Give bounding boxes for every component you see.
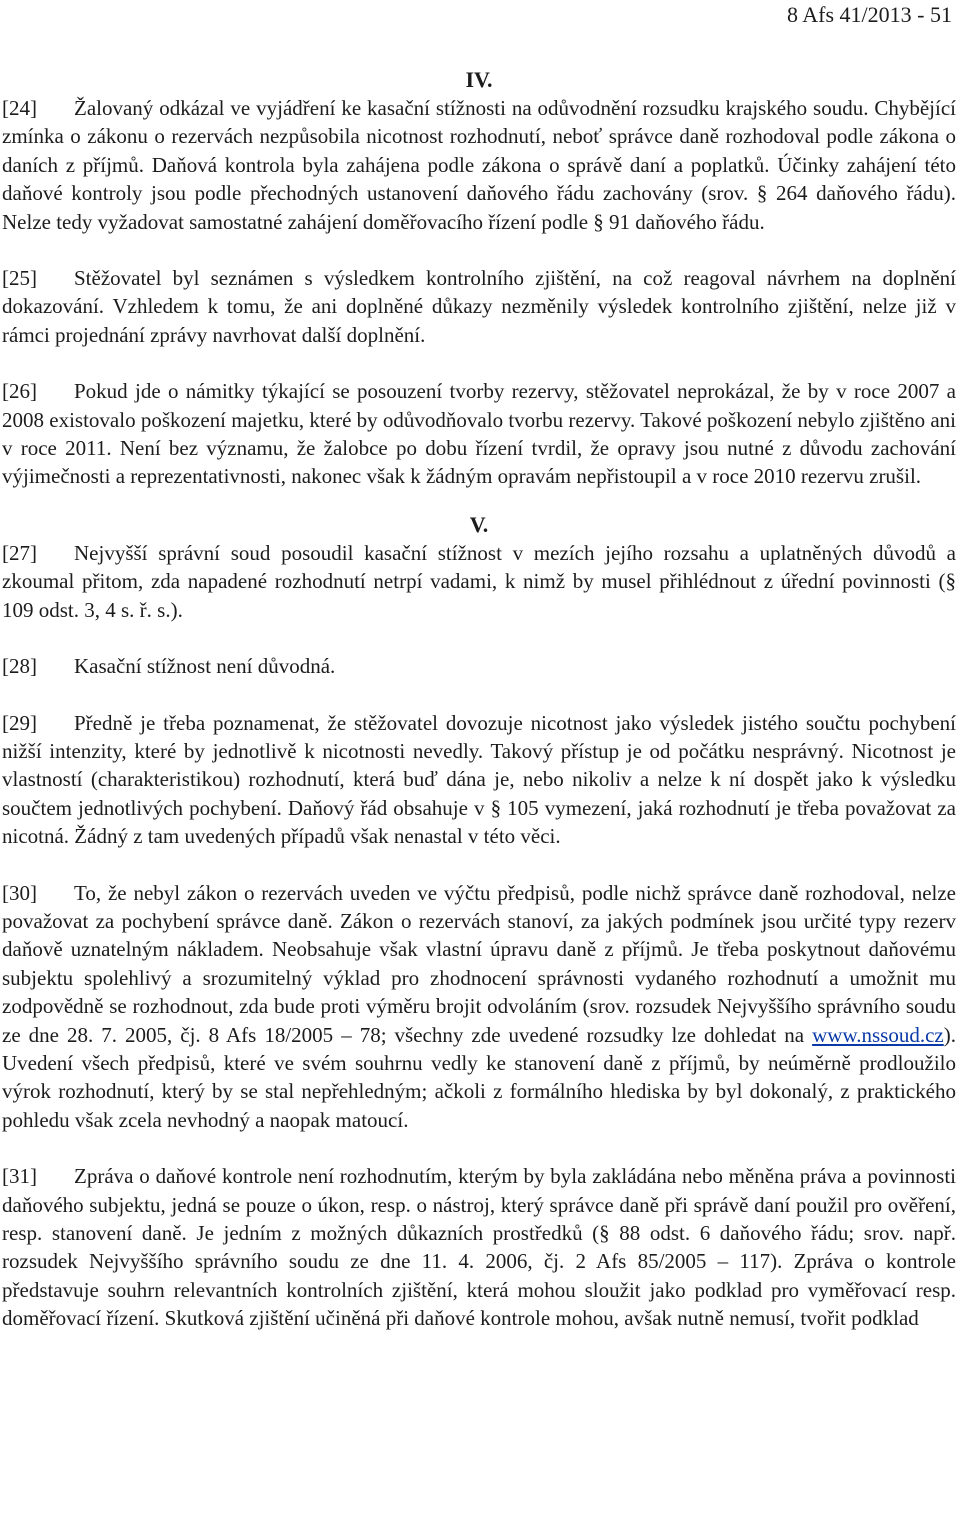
paragraph-number: [29] bbox=[2, 710, 37, 735]
paragraph-28 bbox=[2, 652, 956, 680]
paragraph-text: Kasační stížnost není důvodná. bbox=[74, 654, 336, 679]
paragraph-31 bbox=[2, 1162, 956, 1332]
paragraph-26 bbox=[2, 377, 956, 491]
paragraph-25 bbox=[2, 264, 956, 349]
paragraph-number: [27] bbox=[2, 540, 37, 565]
nssoud-link[interactable]: www.nssoud.cz bbox=[812, 1022, 944, 1047]
paragraph-24 bbox=[2, 94, 956, 236]
paragraph-text-after-link: ). Uvedení všech předpisů, které ve svém souhrnu vedly ke stanovení daně z příjmů, by neúměrně prodloužilo výrok rozhodnutí, který by se stal nepřehledným; ačkoli z formálního hlediska by byl dokonalý, z praktického pohledu však zcela nevhodný a naopak matoucí. bbox=[2, 1022, 956, 1132]
section-heading-iv: IV. bbox=[465, 67, 493, 92]
paragraph-number: [31] bbox=[2, 1164, 37, 1189]
paragraph-number: [24] bbox=[2, 96, 37, 120]
paragraph-number: [26] bbox=[2, 379, 37, 404]
paragraph-text: Zpráva o daňové kontrole není rozhodnutím, kterým by byla zakládána nebo měněna práva a povinnosti daňového subjektu, jedná se pouze o úkon, resp. o nástroj, který správce daně při správě daní použil pro ověření, resp. stanovení daně. Je jedním z možných důkazních prostředků (§ 88 odst. 6 daňového řádu; srov. např. rozsudek Nejvyššího správního soudu ze dne 11. 4. 2006, čj. 2 Afs 85/2005 – 117). Zpráva o kontrole představuje souhrn relevantních kontrolních zjištění, která mohou sloužit jako podklad pro vyměřovací resp. doměřovací řízení. Skutková zjištění učiněná při daňové kontrole mohou, avšak nutně nemusí, tvořit podklad bbox=[2, 1164, 956, 1331]
paragraph-text-before-link: To, že nebyl zákon o rezervách uveden ve výčtu předpisů, podle nichž správce daně rozhodoval, nelze považovat za pochybení správce daně. Zákon o rezervách stanoví, za jakých podmínek jsou určité typy rezerv daňově uznatelným nákladem. Neobsahuje však vlastní úpravu daně z příjmů. Je třeba poskytnout daňovému subjektu spolehlivý a srozumitelný výklad pro zhodnocení správnosti vydaného rozhodnutí a umožnit mu zodpovědně se rozhodnout, zda bude proti výměru brojit odvoláním (srov. rozsudek Nejvyššího správního soudu ze dne 28. 7. 2005, čj. 8 Afs 18/2005 – 78; všechny zde uvedené rozsudky lze dohledat na bbox=[2, 880, 956, 1047]
paragraph-number: [28] bbox=[2, 654, 37, 679]
paragraph-text: Předně je třeba poznamenat, že stěžovatel dovozuje nicotnost jako výsledek jistého součtu pochybení nižší intenzity, které by jednotlivě k nicotnosti nevedly. Takový přístup je od počátku nesprávný. Nicotnost je vlastností (charakteristikou) rozhodnutí, která buď dána je, nebo nikoliv a nelze k ní dospět jako k výsledku součtem jednotlivých pochybení. Daňový řád obsahuje v § 105 vymezení, jaká rozhodnutí je třeba považovat za nicotná. Žádný z tam uvedených případů však nenastal v této věci. bbox=[2, 710, 956, 849]
paragraph-number: [30] bbox=[2, 880, 37, 905]
paragraph-text: Pokud jde o námitky týkající se posouzení tvorby rezervy, stěžovatel neprokázal, že by v roce 2007 a 2008 existovalo poškození majetku, které by odůvodňovalo tvorbu rezervy. Takové poškození nebylo zjištěno ani v roce 2011. Není bez významu, že žalobce po dobu řízení tvrdil, že opravy jsou nutné z důvodu zachování výjimečnosti a reprezentativnosti, nakonec však k žádným opravám nepřistoupil a v roce 2010 rezervu zrušil. bbox=[2, 379, 956, 489]
paragraph-number: [25] bbox=[2, 266, 37, 291]
paragraph-text: Žalovaný odkázal ve vyjádření ke kasační stížnosti na odůvodnění rozsudku krajského soudu. Chybějící zmínka o zákonu o rezervách nezpůsobila nicotnost rozhodnutí, neboť správce daně rozhodoval podle zákona o daních z příjmů. Daňová kontrola byla zahájena podle zákona o správě daní a poplatků. Účinky zahájení této daňové kontroly jsou podle přechodných ustanovení daňového řádu zachovány (srov. § 264 daňového řádu). Nelze tedy vyžadovat samostatné zahájení doměřovacího řízení podle § 91 daňového řádu. bbox=[2, 96, 956, 234]
paragraph-text: Stěžovatel byl seznámen s výsledkem kontrolního zjištění, na což reagoval návrhem na doplnění dokazování. Vzhledem k tomu, že ani doplněné důkazy nezměnily výsledek kontrolního zjištění, nelze již v rámci projednání zprávy navrhovat další doplnění. bbox=[2, 266, 956, 347]
paragraph-30 bbox=[2, 879, 956, 1135]
paragraph-text: Nejvyšší správní soud posoudil kasační stížnost v mezích jejího rozsahu a uplatněných důvodů a zkoumal přitom, zda napadené rozhodnutí netrpí vadami, k nimž by musel přihlédnout z úřední povinnosti (§ 109 odst. 3, 4 s. ř. s.). bbox=[2, 540, 956, 622]
paragraph-27 bbox=[2, 539, 956, 624]
case-reference-header: 8 Afs 41/2013 - 51 bbox=[787, 2, 952, 27]
paragraph-29 bbox=[2, 709, 956, 851]
section-heading-v: V. bbox=[469, 511, 489, 537]
